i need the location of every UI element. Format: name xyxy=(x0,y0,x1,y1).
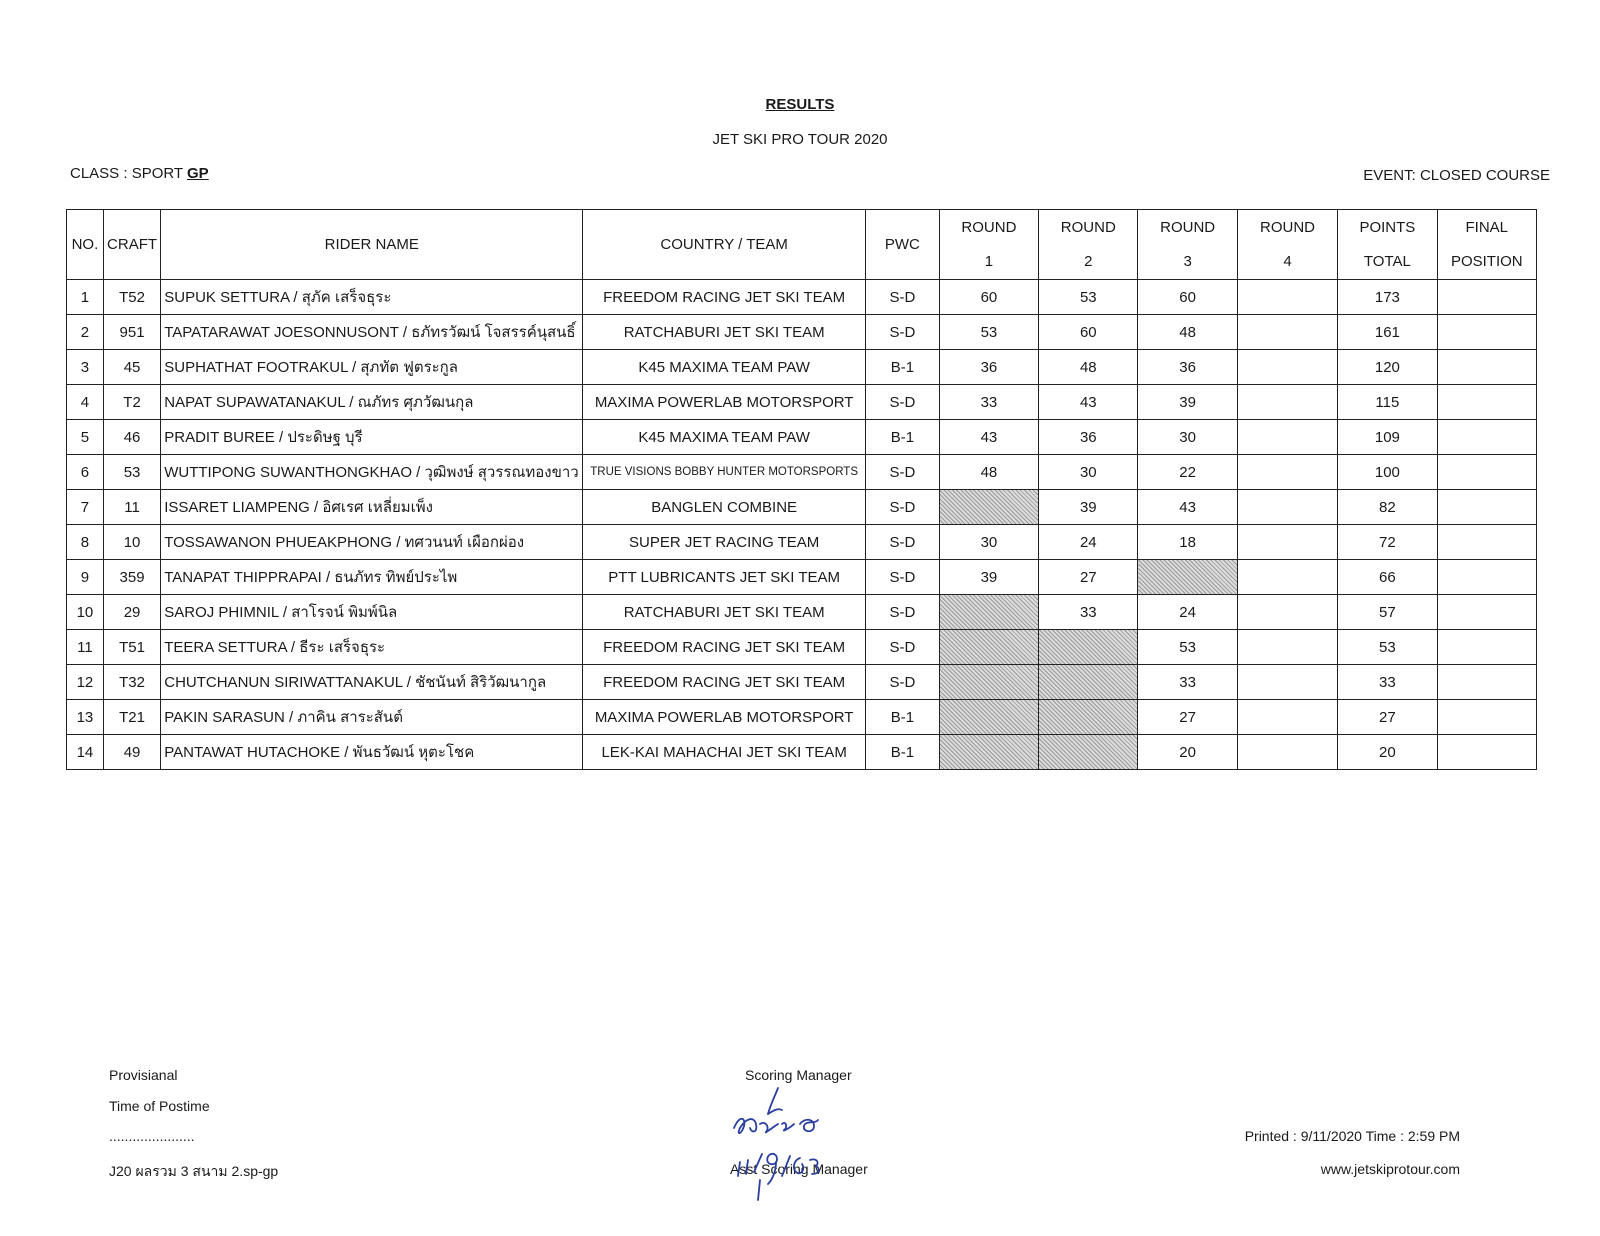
row-number: 2 xyxy=(67,315,104,350)
round-1-score xyxy=(939,665,1038,700)
round-1-score: 43 xyxy=(939,420,1038,455)
header-round-1-number: 1 xyxy=(984,252,994,270)
row-number: 9 xyxy=(67,560,104,595)
round-1-score xyxy=(939,595,1038,630)
results-table xyxy=(66,209,1537,770)
round-3-score: 27 xyxy=(1138,700,1237,735)
pwc-class: S-D xyxy=(866,525,940,560)
points-total: 53 xyxy=(1338,630,1437,665)
header-round-3 xyxy=(1138,210,1237,280)
round-2-score: 27 xyxy=(1039,560,1138,595)
table-row xyxy=(67,700,1537,735)
row-number: 12 xyxy=(67,665,104,700)
pwc-class: S-D xyxy=(866,315,940,350)
final-position xyxy=(1437,455,1536,490)
country-team: PTT LUBRICANTS JET SKI TEAM xyxy=(583,560,866,595)
round-1-score: 36 xyxy=(939,350,1038,385)
header-round-4-label: ROUND xyxy=(1260,218,1316,236)
points-total: 82 xyxy=(1338,490,1437,525)
pwc-class: B-1 xyxy=(866,735,940,770)
event-line: EVENT: CLOSED COURSE xyxy=(1363,167,1550,184)
craft-number: 49 xyxy=(103,735,160,770)
round-3-score xyxy=(1138,560,1237,595)
time-of-postime-label: Time of Postime xyxy=(109,1098,210,1114)
round-2-score: 43 xyxy=(1039,385,1138,420)
points-total: 72 xyxy=(1338,525,1437,560)
round-2-score: 60 xyxy=(1039,315,1138,350)
table-body xyxy=(67,280,1537,770)
rider-name: NAPAT SUPAWATANAKUL / ณภัทร ศุภวัฒนกุล xyxy=(161,385,583,420)
points-total: 27 xyxy=(1338,700,1437,735)
round-3-score: 48 xyxy=(1138,315,1237,350)
header-craft: CRAFT xyxy=(103,210,160,280)
table-row xyxy=(67,420,1537,455)
table-row xyxy=(67,665,1537,700)
final-position xyxy=(1437,560,1536,595)
points-total: 115 xyxy=(1338,385,1437,420)
website-url: www.jetskiprotour.com xyxy=(1320,1161,1460,1177)
craft-number: 29 xyxy=(103,595,160,630)
round-4-score xyxy=(1237,525,1337,560)
handwritten-signature xyxy=(730,1084,860,1204)
table-row xyxy=(67,630,1537,665)
final-position xyxy=(1437,700,1536,735)
row-number: 1 xyxy=(67,280,104,315)
points-total: 20 xyxy=(1338,735,1437,770)
round-3-score: 33 xyxy=(1138,665,1237,700)
asst-scoring-manager-label: Asst Scoring Manager xyxy=(730,1161,868,1177)
round-4-score xyxy=(1237,595,1337,630)
header-rider-name: RIDER NAME xyxy=(161,210,583,280)
points-total: 120 xyxy=(1338,350,1437,385)
craft-number: T51 xyxy=(103,630,160,665)
class-prefix: CLASS : SPORT xyxy=(70,165,183,182)
round-1-score: 48 xyxy=(939,455,1038,490)
final-position xyxy=(1437,525,1536,560)
country-team: SUPER JET RACING TEAM xyxy=(583,525,866,560)
craft-number: 359 xyxy=(103,560,160,595)
header-final-label: FINAL xyxy=(1465,218,1509,236)
final-position xyxy=(1437,420,1536,455)
round-2-score: 36 xyxy=(1039,420,1138,455)
header-round-4 xyxy=(1237,210,1337,280)
country-team: BANGLEN COMBINE xyxy=(583,490,866,525)
pwc-class: S-D xyxy=(866,490,940,525)
round-2-score: 33 xyxy=(1039,595,1138,630)
round-4-score xyxy=(1237,420,1337,455)
points-total: 109 xyxy=(1338,420,1437,455)
rider-name: WUTTIPONG SUWANTHONGKHAO / วุฒิพงษ์ สุวรรณทองขาว xyxy=(161,455,583,490)
final-position xyxy=(1437,665,1536,700)
final-position xyxy=(1437,385,1536,420)
pwc-class: B-1 xyxy=(866,420,940,455)
table-row xyxy=(67,455,1537,490)
round-4-score xyxy=(1237,280,1337,315)
round-1-score xyxy=(939,735,1038,770)
rider-name: SUPHATHAT FOOTRAKUL / สุภทัต ฟูตระกูล xyxy=(161,350,583,385)
pwc-class: S-D xyxy=(866,560,940,595)
round-4-score xyxy=(1237,630,1337,665)
round-2-score: 30 xyxy=(1039,455,1138,490)
tour-subtitle: JET SKI PRO TOUR 2020 xyxy=(712,131,888,148)
class-line xyxy=(70,165,209,182)
final-position xyxy=(1437,595,1536,630)
header-round-2-label: ROUND xyxy=(1060,218,1116,236)
pwc-class: S-D xyxy=(866,665,940,700)
craft-number: 46 xyxy=(103,420,160,455)
points-total: 57 xyxy=(1338,595,1437,630)
points-total: 66 xyxy=(1338,560,1437,595)
header-position-label: POSITION xyxy=(1450,252,1523,270)
class-value: GP xyxy=(187,165,209,182)
pwc-class: B-1 xyxy=(866,350,940,385)
country-team: RATCHABURI JET SKI TEAM xyxy=(583,595,866,630)
craft-number: 11 xyxy=(103,490,160,525)
table-row xyxy=(67,560,1537,595)
round-2-score: 24 xyxy=(1039,525,1138,560)
craft-number: T52 xyxy=(103,280,160,315)
round-4-score xyxy=(1237,315,1337,350)
country-team: K45 MAXIMA TEAM PAW xyxy=(583,420,866,455)
pwc-class: B-1 xyxy=(866,700,940,735)
final-position xyxy=(1437,630,1536,665)
row-number: 8 xyxy=(67,525,104,560)
round-2-score: 39 xyxy=(1039,490,1138,525)
table-row xyxy=(67,280,1537,315)
rider-name: TOSSAWANON PHUEAKPHONG / ทศวนนท์ เผือกผ่อง xyxy=(161,525,583,560)
table-row xyxy=(67,525,1537,560)
final-position xyxy=(1437,350,1536,385)
round-1-score xyxy=(939,630,1038,665)
table-row xyxy=(67,350,1537,385)
round-3-score: 39 xyxy=(1138,385,1237,420)
craft-number: 10 xyxy=(103,525,160,560)
round-4-score xyxy=(1237,455,1337,490)
rider-name: ISSARET LIAMPENG / อิศเรศ เหลี่ยมเพ็ง xyxy=(161,490,583,525)
row-number: 10 xyxy=(67,595,104,630)
rider-name: TAPATARAWAT JOESONNUSONT / ธภัทรวัฒน์ โจสรรค์นุสนธิ์ xyxy=(161,315,583,350)
country-team: LEK-KAI MAHACHAI JET SKI TEAM xyxy=(583,735,866,770)
printed-timestamp: Printed : 9/11/2020 Time : 2:59 PM xyxy=(1244,1128,1460,1144)
round-3-score: 36 xyxy=(1138,350,1237,385)
country-team: K45 MAXIMA TEAM PAW xyxy=(583,350,866,385)
craft-number: 951 xyxy=(103,315,160,350)
round-4-score xyxy=(1237,560,1337,595)
round-1-score: 53 xyxy=(939,315,1038,350)
craft-number: T21 xyxy=(103,700,160,735)
round-3-score: 43 xyxy=(1138,490,1237,525)
round-2-score: 53 xyxy=(1039,280,1138,315)
header-pwc: PWC xyxy=(866,210,940,280)
header-round-3-number: 3 xyxy=(1183,252,1192,270)
table-header-row xyxy=(67,210,1537,280)
rider-name: TEERA SETTURA / ธีระ เสร็จธุระ xyxy=(161,630,583,665)
country-team: FREEDOM RACING JET SKI TEAM xyxy=(583,630,866,665)
round-4-score xyxy=(1237,735,1337,770)
points-total: 173 xyxy=(1338,280,1437,315)
final-position xyxy=(1437,280,1536,315)
rider-name: PANTAWAT HUTACHOKE / พันธวัฒน์ หุตะโชค xyxy=(161,735,583,770)
round-1-score xyxy=(939,490,1038,525)
row-number: 11 xyxy=(67,630,104,665)
pwc-class: S-D xyxy=(866,385,940,420)
round-3-score: 22 xyxy=(1138,455,1237,490)
points-total: 161 xyxy=(1338,315,1437,350)
pwc-class: S-D xyxy=(866,595,940,630)
rider-name: SAROJ PHIMNIL / สาโรจน์ พิมพ์นิล xyxy=(161,595,583,630)
row-number: 4 xyxy=(67,385,104,420)
round-4-score xyxy=(1237,490,1337,525)
table-row xyxy=(67,315,1537,350)
row-number: 13 xyxy=(67,700,104,735)
round-3-score: 24 xyxy=(1138,595,1237,630)
country-team: FREEDOM RACING JET SKI TEAM xyxy=(583,280,866,315)
round-3-score: 18 xyxy=(1138,525,1237,560)
final-position xyxy=(1437,490,1536,525)
table-row xyxy=(67,385,1537,420)
round-1-score: 60 xyxy=(939,280,1038,315)
header-country-team: COUNTRY / TEAM xyxy=(583,210,866,280)
header-round-2-number: 2 xyxy=(1084,252,1093,270)
header-final-position xyxy=(1437,210,1536,280)
round-2-score xyxy=(1039,630,1138,665)
dotted-line: ...................... xyxy=(109,1128,195,1144)
row-number: 5 xyxy=(67,420,104,455)
provisional-label: Provisianal xyxy=(109,1067,178,1083)
header-round-1-label: ROUND xyxy=(961,218,1017,236)
header-round-2 xyxy=(1039,210,1138,280)
row-number: 6 xyxy=(67,455,104,490)
row-number: 7 xyxy=(67,490,104,525)
pwc-class: S-D xyxy=(866,455,940,490)
round-2-score xyxy=(1039,735,1138,770)
header-points-label: POINTS xyxy=(1359,218,1416,236)
header-round-3-label: ROUND xyxy=(1160,218,1216,236)
table-row xyxy=(67,490,1537,525)
rider-name: CHUTCHANUN SIRIWATTANAKUL / ชัชนันท์ สิริวัฒนากูล xyxy=(161,665,583,700)
header-round-4-number: 4 xyxy=(1283,252,1292,270)
round-1-score: 39 xyxy=(939,560,1038,595)
craft-number: 45 xyxy=(103,350,160,385)
header-total-label: TOTAL xyxy=(1363,252,1411,270)
craft-number: 53 xyxy=(103,455,160,490)
round-2-score xyxy=(1039,665,1138,700)
round-1-score: 30 xyxy=(939,525,1038,560)
craft-number: T2 xyxy=(103,385,160,420)
row-number: 3 xyxy=(67,350,104,385)
round-2-score: 48 xyxy=(1039,350,1138,385)
points-total: 100 xyxy=(1338,455,1437,490)
header-round-1 xyxy=(939,210,1038,280)
round-4-score xyxy=(1237,350,1337,385)
rider-name: PAKIN SARASUN / ภาคิน สาระสันต์ xyxy=(161,700,583,735)
country-team: MAXIMA POWERLAB MOTORSPORT xyxy=(583,700,866,735)
round-3-score: 20 xyxy=(1138,735,1237,770)
round-3-score: 30 xyxy=(1138,420,1237,455)
rider-name: TANAPAT THIPPRAPAI / ธนภัทร ทิพย์ประไพ xyxy=(161,560,583,595)
header-no: NO. xyxy=(67,210,104,280)
points-total: 33 xyxy=(1338,665,1437,700)
row-number: 14 xyxy=(67,735,104,770)
round-1-score xyxy=(939,700,1038,735)
rider-name: SUPUK SETTURA / สุภัค เสร็จธุระ xyxy=(161,280,583,315)
round-3-score: 60 xyxy=(1138,280,1237,315)
round-4-score xyxy=(1237,700,1337,735)
round-2-score xyxy=(1039,700,1138,735)
table-row xyxy=(67,595,1537,630)
country-team: MAXIMA POWERLAB MOTORSPORT xyxy=(583,385,866,420)
scoring-manager-label: Scoring Manager xyxy=(745,1067,852,1083)
final-position xyxy=(1437,735,1536,770)
round-3-score: 53 xyxy=(1138,630,1237,665)
pwc-class: S-D xyxy=(866,280,940,315)
round-4-score xyxy=(1237,385,1337,420)
pwc-class: S-D xyxy=(866,630,940,665)
file-name: J20 ผลรวม 3 สนาม 2.sp-gp xyxy=(109,1163,279,1179)
country-team: FREEDOM RACING JET SKI TEAM xyxy=(583,665,866,700)
craft-number: T32 xyxy=(103,665,160,700)
header-points-total xyxy=(1338,210,1437,280)
results-title: RESULTS xyxy=(765,96,835,113)
country-team: TRUE VISIONS BOBBY HUNTER MOTORSPORTS xyxy=(583,455,866,490)
table-row xyxy=(67,735,1537,770)
round-1-score: 33 xyxy=(939,385,1038,420)
country-team: RATCHABURI JET SKI TEAM xyxy=(583,315,866,350)
final-position xyxy=(1437,315,1536,350)
rider-name: PRADIT BUREE / ประดิษฐ บุรี xyxy=(161,420,583,455)
round-4-score xyxy=(1237,665,1337,700)
